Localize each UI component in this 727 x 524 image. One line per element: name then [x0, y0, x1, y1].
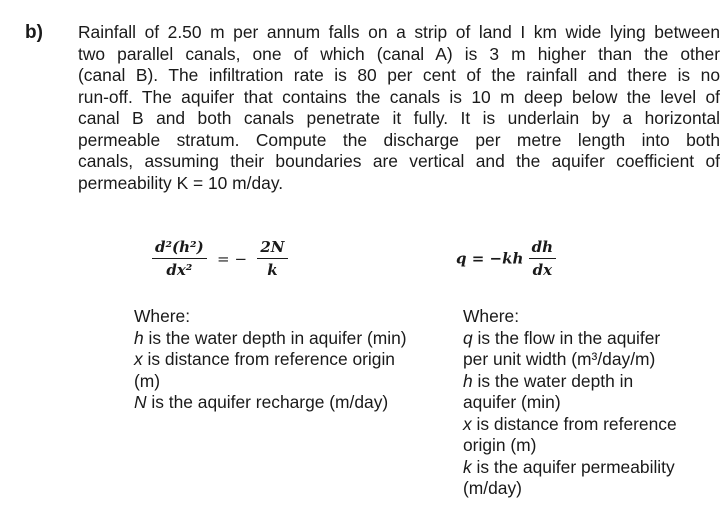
var-x: x [463, 413, 472, 434]
where-right-column [463, 306, 677, 500]
lhs-numerator: d²(h²) [152, 238, 207, 259]
definition-text: is the aquifer permeability [471, 456, 675, 477]
lhs-denominator: dx² [166, 261, 193, 279]
darcy-equation [456, 238, 556, 279]
definition-text: is the aquifer recharge (m/day) [146, 392, 389, 412]
definition-text: is the flow in the aquifer [472, 327, 661, 348]
rhs-fraction [257, 238, 287, 279]
question-label: b) [25, 22, 43, 43]
question-line: permeability K = 10 m/day. [78, 172, 284, 193]
var-h: h [463, 370, 473, 391]
definition-n [134, 392, 407, 414]
where-heading: Where: [463, 306, 520, 326]
definition-x-unit: origin (m) [463, 435, 537, 455]
definition-h [134, 328, 407, 350]
darcy-lhs: q = −kh [456, 249, 524, 268]
definition-k-unit: (m/day) [463, 478, 522, 498]
question-line: canal B and both canals penetrate it fully. It is underlain by a horizontal [78, 108, 720, 128]
question-line: Rainfall of 2.50 m per annum falls on a strip of land I km wide lying between [78, 22, 720, 42]
where-left-column [134, 306, 407, 414]
definition-q [463, 328, 677, 350]
where-heading: Where: [134, 306, 191, 326]
darcy-denominator: dx [532, 261, 553, 279]
question-line: (canal B). The infiltration rate is 80 per cent of the rainfall and there is no [78, 65, 720, 85]
var-q: q [463, 327, 473, 348]
definition-h-cont: aquifer (min) [463, 392, 561, 412]
var-k: k [463, 456, 472, 477]
question-line: canals, assuming their boundaries are vertical and the aquifer coefficient of [78, 151, 720, 171]
minus-sign: − [234, 249, 248, 268]
var-h: h [134, 327, 144, 348]
darcy-fraction [529, 238, 556, 279]
definition-x [134, 349, 407, 371]
equals-sign: = [216, 249, 230, 268]
definition-x-unit: (m) [134, 370, 161, 391]
definition-text: is the water depth in [472, 370, 634, 391]
rhs-numerator: 2N [257, 238, 287, 259]
var-x: x [134, 349, 143, 369]
lhs-fraction [152, 238, 207, 279]
darcy-numerator: dh [529, 238, 556, 259]
definition-text: is the water depth in aquifer (min) [143, 327, 407, 348]
definition-text: is distance from reference [471, 413, 677, 434]
definition-q-unit: per unit width (m³/day/m) [463, 349, 656, 369]
question-line: two parallel canals, one of which (canal A) is 3 m higher than the other [78, 43, 720, 64]
definition-k [463, 457, 677, 479]
question-paragraph [78, 22, 720, 194]
definition-text: is distance from reference origin [142, 349, 395, 369]
var-n: N [134, 392, 147, 412]
recharge-equation [152, 238, 288, 279]
question-line: run-off. The aquifer that contains the canals is 10 m deep below the level of [78, 86, 720, 107]
question-line: permeable stratum. Compute the discharge per metre length into both [78, 129, 720, 150]
definition-x [463, 414, 677, 436]
definition-h [463, 371, 677, 393]
rhs-denominator: k [267, 261, 278, 279]
